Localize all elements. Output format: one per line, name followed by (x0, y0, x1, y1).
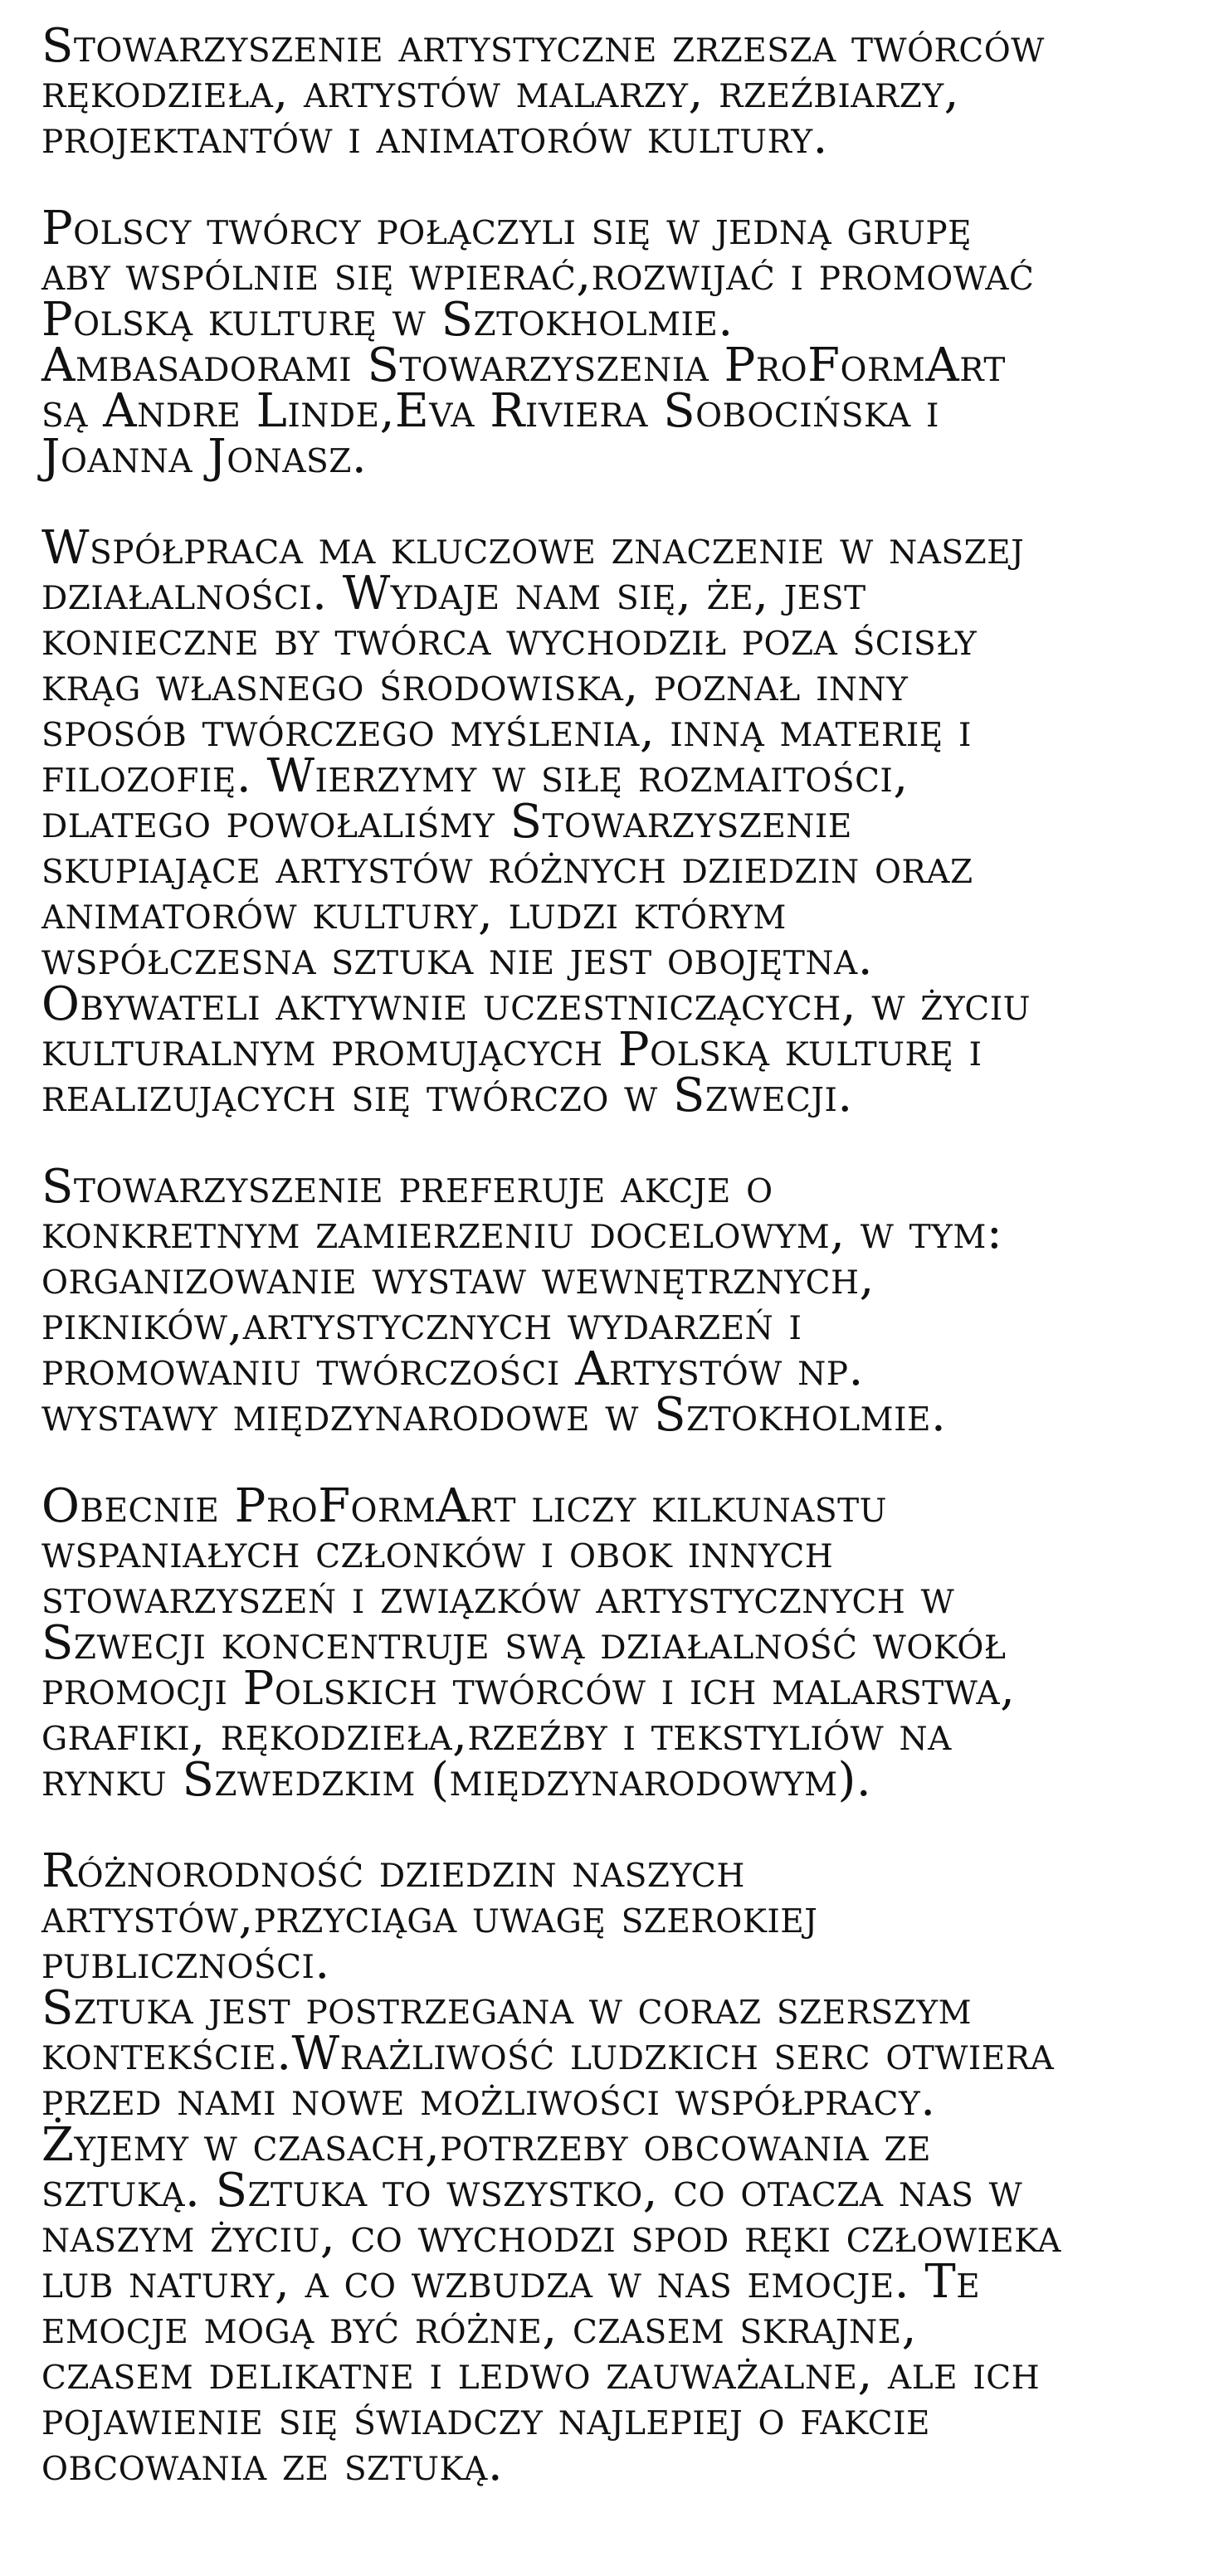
paragraph-cooperation: Współpraca ma kluczowe znaczenie w naszej działalności. Wydaje nam się, że, jest konieczne by twórca wychodził poza ścisły krąg własnego środowiska, poznał inny sposób twórczego myślenia, inną materię i filozofię. Wierzymy w siłę rozmaitości, dlatego powołaliśmy Stowarzyszenie skupiające artystów różnych dziedzin oraz animatorów kultury, ludzi którym współczesna sztuka nie jest obojętna. Obywateli aktywnie uczestniczących, w życiu kulturalnym promujących Polską kulturę i realizujących się twórczo w Szwecji. (41, 521, 1031, 1122)
paragraph-polish-artists: Polscy twórcy połączyli się w jedną grupę aby wspólnie się wpierać,rozwijać i promować Polską kulturę w Sztokholmie. Ambasadorami Stowarzyszenia ProFormArt są Andre Linde,Eva Riviera Sobocińska i Joanna Jonasz. (41, 202, 1035, 484)
article-body (41, 19, 1195, 2491)
paragraph-diversity: Różnorodność dziedzin naszych artystów,przyciąga uwagę szerokiej publiczności. Sztuka jest postrzegana w coraz szerszym kontekście.Wrażliwość ludzkich serc otwiera przed nami nowe możliwości współpracy. Żyjemy w czasach,potrzeby obcowania ze sztuką. Sztuka to wszystko, co otacza nas w naszym życiu, co wychodzi spod ręki człowieka lub natury, a co wzbudza w nas emocje. Te emocje mogą być różne, czasem skrajne, czasem delikatne i ledwo zauważalne, ale ich pojawienie się świadczy najlepiej o fakcie obcowania ze sztuką. (41, 1844, 1061, 2491)
paragraph-activities: Stowarzyszenie preferuje akcje o konkretnym zamierzeniu docelowym, w tym: organizowanie wystaw wewnętrznych, pikników,artystycznych wydarzeń i promowaniu twórczości Artystów np. wystawy międzynarodowe w Sztokholmie. (41, 1160, 1003, 1442)
paragraph-members: Obecnie ProFormArt liczy kilkunastu wspaniałych członków i obok innych stowarzyszeń i związków artystycznych w Szwecji koncentruje swą działalność wokół promocji Polskich twórców i ich malarstwa, grafiki, rękodzieła,rzeźby i tekstyliów na rynku Szwedzkim (międzynarodowym). (41, 1479, 1016, 1807)
paragraph-intro: Stowarzyszenie artystyczne zrzesza twórców rękodzieła, artystów malarzy, rzeźbiarzy, projektantów i animatorów kultury. (41, 19, 1045, 164)
